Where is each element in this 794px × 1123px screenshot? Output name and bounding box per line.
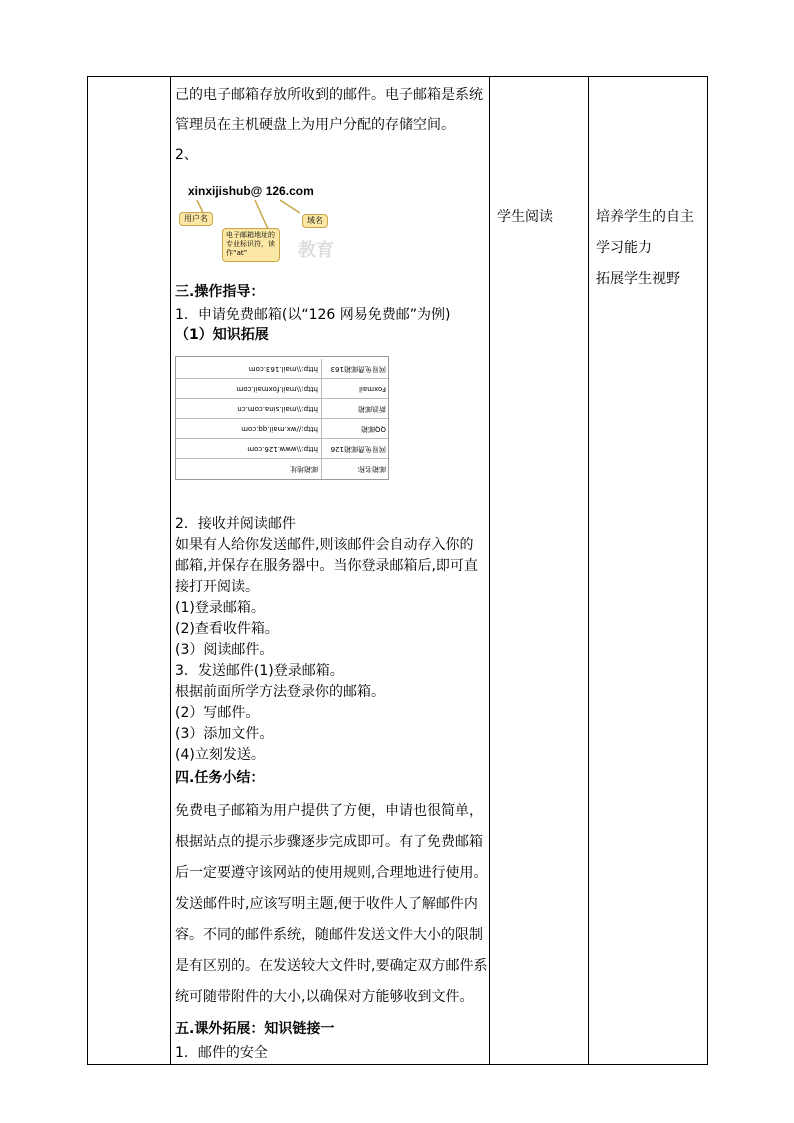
mail-provider-table bbox=[175, 356, 389, 480]
summary-line: 发送邮件时,应该写明主题,便于收件人了解邮件内 bbox=[175, 896, 478, 912]
table-cell: http:\\mail.163.com bbox=[248, 365, 318, 373]
table-cell: http:\\mail.foxmail.com bbox=[236, 385, 318, 393]
step-subtitle: （1）知识拓展 bbox=[175, 327, 269, 343]
email-address-text: xinxijishub@ 126.com bbox=[188, 184, 314, 198]
paragraph-line: 如果有人给你发送邮件,则该邮件会自动存入你的 bbox=[175, 537, 474, 553]
paragraph-line: 根据前面所学方法登录你的邮箱。 bbox=[175, 684, 385, 700]
column-divider bbox=[489, 77, 490, 1064]
list-item: (1)登录邮箱。 bbox=[175, 600, 265, 616]
teaching-goal: 拓展学生视野 bbox=[596, 271, 680, 287]
step-title: 3．发送邮件(1)登录邮箱。 bbox=[175, 663, 344, 679]
step-title: 1．申请免费邮箱(以“126 网易免费邮”为例) bbox=[175, 307, 451, 323]
section-heading: 三.操作指导： bbox=[175, 284, 265, 300]
table-cell: Foxmail bbox=[359, 385, 386, 393]
summary-line: 统可随带附件的大小,以确保对方能够收到文件。 bbox=[175, 989, 474, 1005]
item-number: 2、 bbox=[175, 147, 198, 163]
table-cell: http:\\www.126.com bbox=[247, 445, 318, 453]
paragraph-line: 管理员在主机硬盘上为用户分配的存储空间。 bbox=[175, 117, 455, 133]
list-item: (2)查看收件箱。 bbox=[175, 621, 279, 637]
table-row bbox=[176, 418, 388, 439]
section-heading: 五.课外拓展：知识链接一 bbox=[175, 1021, 335, 1037]
watermark-text: 教育 bbox=[298, 240, 334, 261]
paragraph-line: 邮箱,并保存在服务器中。当你登录邮箱后,即可直 bbox=[175, 558, 478, 574]
table-cell: 网易免费邮箱163 bbox=[330, 365, 386, 373]
table-cell: 网易免费邮箱126 bbox=[330, 445, 386, 453]
summary-line: 免费电子邮箱为用户提供了方便，申请也很简单， bbox=[175, 803, 483, 819]
at-symbol-callout: 电子邮箱地址的专业标识符，读作“at” bbox=[222, 228, 280, 262]
teaching-goal: 学习能力 bbox=[596, 240, 652, 256]
section-heading: 四.任务小结： bbox=[175, 770, 265, 786]
table-cell: QQ邮箱 bbox=[360, 425, 386, 433]
step-title: 2．接收并阅读邮件 bbox=[175, 516, 296, 532]
username-tag: 用户名 bbox=[179, 212, 213, 226]
summary-line: 根据站点的提示步骤逐步完成即可。有了免费邮箱 bbox=[175, 834, 483, 850]
paragraph-line: 接打开阅读。 bbox=[175, 579, 259, 595]
table-cell: 邮箱名称 bbox=[358, 465, 386, 473]
list-item: (3）添加文件。 bbox=[175, 726, 274, 742]
column-divider bbox=[170, 77, 171, 1064]
summary-line: 是有区别的。在发送较大文件时,要确定双方邮件系 bbox=[175, 958, 488, 974]
paragraph-line: 己的电子邮箱存放所收到的邮件。电子邮箱是系统 bbox=[175, 87, 483, 103]
list-item: 1．邮件的安全 bbox=[175, 1045, 268, 1061]
list-item: (3）阅读邮件。 bbox=[175, 642, 274, 658]
summary-line: 后一定要遵守该网站的使用规则,合理地进行使用。 bbox=[175, 865, 488, 881]
table-header-row bbox=[176, 458, 388, 479]
table-row bbox=[176, 359, 388, 379]
summary-line: 容。不同的邮件系统，随邮件发送文件大小的限制 bbox=[175, 927, 483, 943]
table-row bbox=[176, 438, 388, 459]
teaching-goal: 培养学生的自主 bbox=[596, 209, 694, 225]
list-item: (2）写邮件。 bbox=[175, 705, 260, 721]
table-cell: http:\\mail.sina.com.cn bbox=[237, 405, 318, 413]
table-row bbox=[176, 378, 388, 399]
domain-tag: 域名 bbox=[302, 214, 328, 228]
table-cell: 新浪邮箱 bbox=[358, 405, 386, 413]
table-cell: http://wx.mail.qq.com bbox=[241, 425, 318, 433]
column-divider bbox=[588, 77, 589, 1064]
table-cell: 邮箱地址 bbox=[290, 465, 318, 473]
list-item: (4)立刻发送。 bbox=[175, 747, 265, 763]
table-row bbox=[176, 398, 388, 419]
student-activity: 学生阅读 bbox=[497, 209, 553, 225]
